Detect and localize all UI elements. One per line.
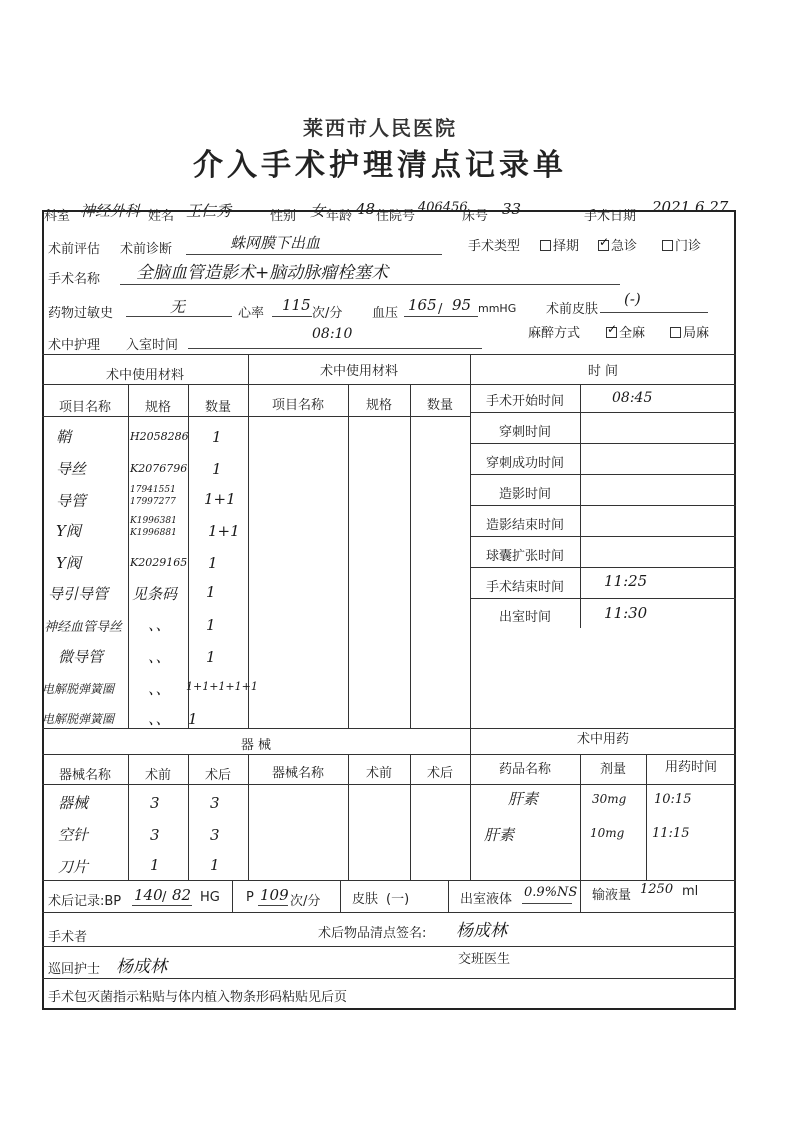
materials-header-1: 术中使用材料 — [105, 368, 184, 383]
material-name: 电解脱弹簧圈 — [42, 682, 115, 696]
postop-bp-diastolic: 82 — [172, 886, 192, 904]
material-qty: 1 — [206, 583, 216, 601]
material-qty: 1 — [212, 428, 222, 446]
col-post-1: 术后 — [204, 768, 231, 783]
checkbox-local-anesthesia[interactable] — [670, 327, 681, 338]
col-pre-1: 术前 — [144, 768, 171, 783]
heart-rate-unit: 次/分 — [312, 306, 343, 321]
pulse-unit: 次/分 — [290, 894, 321, 909]
allergy-label: 药物过敏史 — [48, 306, 114, 321]
material-qty: 1 — [188, 710, 198, 728]
time-label-puncture-success: 穿刺成功时间 — [485, 456, 564, 471]
type-option-emergency[interactable]: ✓ 急诊 — [598, 235, 637, 254]
material-qty: 1+1 — [208, 522, 240, 540]
material-name: Y阀 — [56, 554, 81, 572]
med-time: 10:15 — [654, 792, 692, 807]
surgery-name-label: 手术名称 — [48, 272, 101, 287]
material-qty: 1 — [206, 616, 216, 634]
heart-rate-value: 115 — [282, 296, 311, 314]
bp-systolic-value: 165 — [408, 296, 437, 314]
allergy-value: 无 — [170, 298, 186, 316]
postop-skin-label: 皮肤 — [352, 892, 379, 907]
bed-value: 33 — [502, 200, 522, 218]
material-qty: 1 — [206, 648, 216, 666]
type-option-elective[interactable]: 择期 — [540, 235, 579, 254]
time-label-angiography-end: 造影结束时间 — [485, 518, 564, 533]
preop-skin-label: 术前皮肤 — [546, 302, 599, 317]
material-spec: 、、 — [148, 616, 171, 634]
col-med-time: 用药时间 — [664, 760, 717, 775]
postop-bp-unit: HG — [200, 890, 220, 905]
dept-label: 科室 — [44, 209, 71, 224]
infusion-label: 输液量 — [592, 888, 632, 903]
surgery-date-value: 2021.6.27 — [652, 198, 729, 216]
instrument-pre: 1 — [150, 856, 160, 874]
postop-bp-systolic: 140 — [134, 886, 163, 904]
count-sign-value: 杨成林 — [456, 921, 507, 941]
checkbox-emergency[interactable] — [598, 240, 609, 251]
postop-bp-separator: / — [162, 890, 167, 905]
sex-value: 女 — [310, 202, 326, 220]
form-title: 介入手术护理清点记录单 — [193, 148, 567, 183]
material-spec: 、、 — [148, 648, 171, 666]
material-spec: K2076796 — [130, 462, 188, 475]
surgery-date-label: 手术日期 — [584, 209, 637, 224]
material-spec: 见条码 — [132, 585, 178, 603]
time-label-end: 手术结束时间 — [485, 580, 564, 595]
hospital-name: 莱西市人民医院 — [303, 116, 457, 140]
heart-rate-label: 心率 — [238, 306, 265, 321]
entry-time-value: 08:10 — [312, 326, 353, 342]
material-qty: 1 — [212, 460, 222, 478]
bp-unit: mmHG — [478, 302, 517, 315]
time-label-out: 出室时间 — [498, 610, 551, 625]
time-label-balloon: 球囊扩张时间 — [485, 549, 564, 564]
bp-diastolic-value: 95 — [452, 296, 472, 314]
med-name: 肝素 — [508, 790, 539, 808]
count-sign-label: 术后物品清点签名: — [318, 926, 427, 941]
preop-skin-value: (-) — [624, 290, 641, 308]
col-spec-1: 规格 — [144, 400, 171, 415]
material-spec: H2058286 — [130, 430, 189, 443]
intraop-label: 术中护理 — [48, 338, 101, 353]
materials-header-2: 术中使用材料 — [319, 364, 398, 379]
infusion-value: 1250 — [640, 882, 674, 897]
material-name: 导引导管 — [48, 585, 109, 603]
dept-value: 神经外科 — [80, 202, 141, 220]
surgeon-label: 手术者 — [48, 930, 88, 945]
material-name: 导丝 — [56, 460, 87, 478]
material-qty: 1+1 — [204, 490, 236, 508]
material-name: 微导管 — [58, 648, 104, 666]
col-dose: 剂量 — [599, 762, 626, 777]
instrument-post: 1 — [210, 856, 220, 874]
sex-label: 性别 — [270, 209, 297, 224]
instrument-post: 3 — [210, 794, 220, 812]
anesthesia-general[interactable]: ✓ 全麻 — [606, 322, 645, 341]
meds-header: 术中用药 — [576, 732, 629, 747]
time-label-puncture: 穿刺时间 — [498, 425, 551, 440]
instrument-name: 器械 — [58, 794, 89, 812]
bp-label: 血压 — [372, 306, 399, 321]
material-name: 电解脱弹簧圈 — [42, 712, 115, 726]
material-spec: 、、 — [148, 680, 171, 698]
material-name: 鞘 — [56, 428, 72, 446]
pulse-value: 109 — [260, 886, 289, 904]
bed-label: 床号 — [462, 209, 489, 224]
time-value-out: 11:30 — [604, 604, 648, 622]
material-spec: 17941551 17997277 — [130, 485, 176, 507]
time-header: 时 间 — [587, 364, 619, 379]
preop-eval-label: 术前评估 — [48, 242, 101, 257]
material-spec: K2029165 — [130, 556, 188, 569]
time-value-start: 08:45 — [612, 390, 653, 406]
col-spec-2: 规格 — [365, 398, 392, 413]
col-post-2: 术后 — [426, 766, 453, 781]
col-pre-2: 术前 — [365, 766, 392, 781]
time-label-angiography: 造影时间 — [498, 487, 551, 502]
material-qty: 1 — [208, 554, 218, 572]
col-qty-2: 数量 — [426, 398, 453, 413]
bp-separator: / — [438, 302, 443, 317]
instruments-header: 器 械 — [240, 738, 272, 753]
material-spec: K1996381 K1996881 — [130, 516, 177, 538]
postop-skin-value: (一) — [386, 892, 410, 907]
material-spec: 、、 — [148, 710, 171, 728]
col-instrument-name-2: 器械名称 — [271, 766, 324, 781]
diagnosis-label: 术前诊断 — [120, 242, 173, 257]
instrument-name: 空针 — [58, 826, 89, 844]
type-option-outpatient[interactable]: 门诊 — [662, 235, 701, 254]
footnote: 手术包灭菌指示粘贴与体内植入物条形码粘贴见后页 — [48, 990, 348, 1005]
material-name: 神经血管导丝 — [44, 620, 123, 635]
col-qty-1: 数量 — [204, 400, 231, 415]
diagnosis-value: 蛛网膜下出血 — [230, 234, 321, 252]
anesthesia-label: 麻醉方式 — [528, 326, 581, 341]
material-name: 导管 — [56, 492, 87, 510]
out-fluid-value: 0.9%NS — [524, 885, 578, 900]
time-label-start: 手术开始时间 — [485, 394, 564, 409]
material-name: Y阀 — [56, 522, 81, 540]
med-dose: 10mg — [590, 826, 625, 840]
entry-time-label: 入室时间 — [126, 338, 179, 353]
surgery-type-label: 手术类型 — [468, 239, 521, 254]
med-dose: 30mg — [592, 792, 627, 806]
med-time: 11:15 — [652, 826, 690, 841]
surgery-name-value: 全脑血管造影术+脑动脉瘤栓塞术 — [136, 263, 389, 283]
med-name: 肝素 — [484, 826, 515, 844]
col-instrument-name-1: 器械名称 — [58, 768, 111, 783]
admission-label: 住院号 — [376, 209, 416, 224]
instrument-name: 刀片 — [58, 858, 89, 876]
infusion-unit: ml — [682, 884, 699, 899]
handover-doctor-label: 交班医生 — [458, 952, 511, 967]
out-fluid-label: 出室液体 — [460, 892, 513, 907]
anesthesia-local[interactable]: 局麻 — [670, 322, 709, 341]
checkbox-general-anesthesia[interactable] — [606, 327, 617, 338]
col-item-name-1: 项目名称 — [58, 400, 111, 415]
time-value-end: 11:25 — [604, 572, 648, 590]
nurse-label: 巡回护士 — [48, 962, 101, 977]
instrument-pre: 3 — [150, 794, 160, 812]
postop-record-label: 术后记录:BP — [48, 894, 122, 909]
name-label: 姓名 — [148, 209, 175, 224]
age-label: 年龄 — [326, 209, 353, 224]
age-value: 48 — [356, 200, 376, 218]
material-qty: 1+1+1+1+1 — [186, 680, 258, 693]
admission-value: 406456 — [418, 200, 468, 215]
instrument-pre: 3 — [150, 826, 160, 844]
checkbox-outpatient[interactable] — [662, 240, 673, 251]
pulse-label: P — [246, 890, 254, 905]
col-item-name-2: 项目名称 — [271, 398, 324, 413]
name-value: 王仁秀 — [186, 202, 232, 220]
nurse-value: 杨成林 — [116, 957, 167, 977]
checkbox-elective[interactable] — [540, 240, 551, 251]
instrument-post: 3 — [210, 826, 220, 844]
col-drug-name: 药品名称 — [498, 762, 551, 777]
